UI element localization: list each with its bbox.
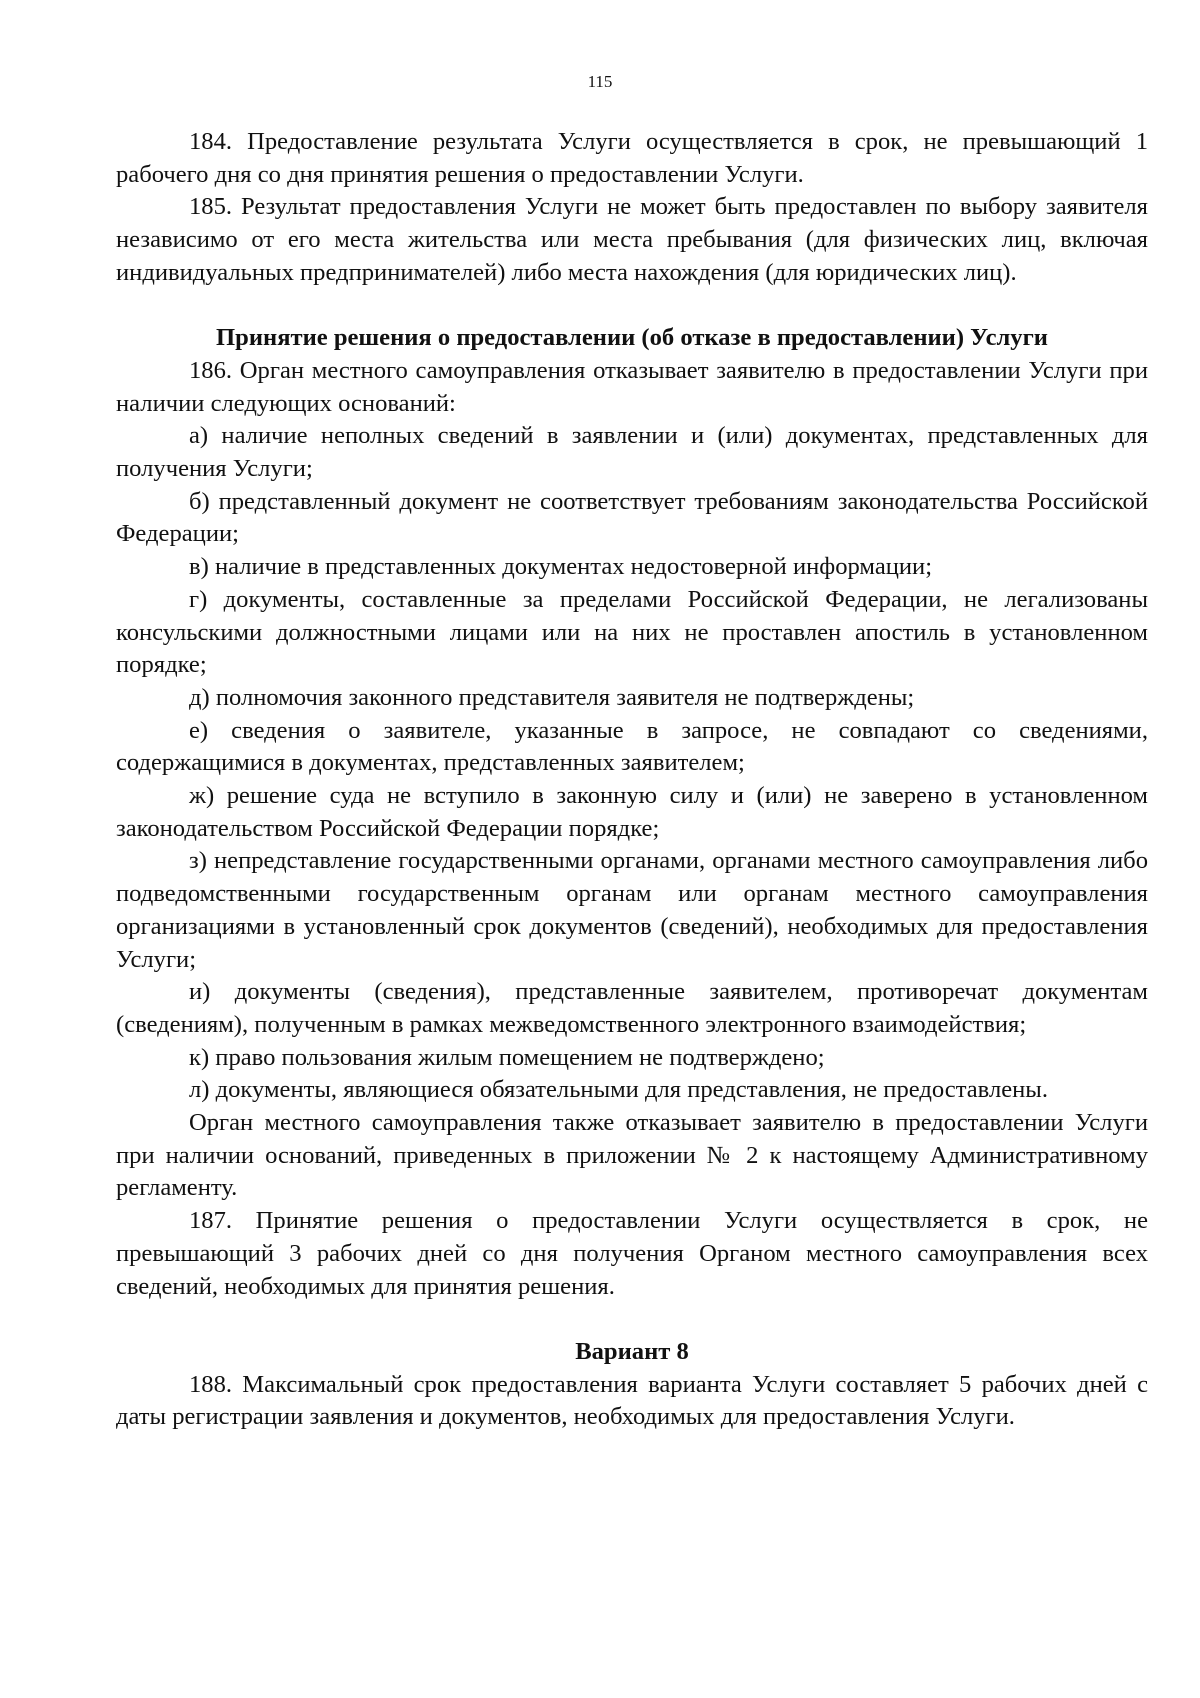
list-item-v: в) наличие в представленных документах недостоверной информации; bbox=[189, 553, 933, 581]
document-body bbox=[116, 126, 1148, 1434]
list-item-g: г) документы, составленные за пределами Российской Федерации, не легализованы консульскими должностными лицами или на них не проставлен апостиль в установленном порядке; bbox=[116, 585, 1148, 679]
list-item-zh: ж) решение суда не вступило в законную силу и (или) не заверено в установленном законодательством Российской Федерации порядке; bbox=[116, 782, 1148, 842]
section-spacer bbox=[116, 1303, 1148, 1336]
list-item-d: д) полномочия законного представителя заявителя не подтверждены; bbox=[189, 683, 915, 711]
list-item-k: к) право пользования жилым помещением не подтверждено; bbox=[189, 1043, 825, 1071]
paragraph-185: 185. Результат предоставления Услуги не может быть предоставлен по выбору заявителя независимо от его места жительства или места пребывания (для физических лиц, включая индивидуальных предпринимателей) либо места нахождения (для юридических лиц). bbox=[116, 193, 1148, 286]
list-item-z: з) непредставление государственными органами, органами местного самоуправления либо подведомственными государственным органам или органам местного самоуправления организациями в установленный срок документов (сведений), необходимых для предоставления Услуги; bbox=[116, 847, 1148, 973]
list-item-b: б) представленный документ не соответствует требованиям законодательства Российской Федерации; bbox=[116, 487, 1148, 548]
section-heading-variant: Вариант 8 bbox=[575, 1337, 689, 1365]
paragraph-186-extra: Орган местного самоуправления также отказывает заявителю в предоставлении Услуги при наличии оснований, приведенных в приложении № 2 к настоящему Административному регламенту. bbox=[116, 1109, 1148, 1202]
section-heading-decision: Принятие решения о предоставлении (об отказе в предоставлении) Услуги bbox=[216, 324, 1048, 352]
paragraph-184: 184. Предоставление результата Услуги осуществляется в срок, не превышающий 1 рабочего дня со дня принятия решения о предоставлении Услуги. bbox=[116, 128, 1148, 188]
paragraph-187: 187. Принятие решения о предоставлении Услуги осуществляется в срок, не превышающий 3 рабочих дней со дня получения Органом местного самоуправления всех сведений, необходимых для принятия решения. bbox=[116, 1207, 1148, 1300]
paragraph-186: 186. Орган местного самоуправления отказывает заявителю в предоставлении Услуги при наличии следующих оснований: bbox=[116, 356, 1148, 417]
section-spacer bbox=[116, 290, 1148, 323]
page-number: 115 bbox=[587, 72, 613, 91]
list-item-a: а) наличие неполных сведений в заявлении и (или) документах, представленных для получения Услуги; bbox=[116, 422, 1148, 483]
list-item-e: е) сведения о заявителе, указанные в запросе, не совпадают со сведениями, содержащимися в документах, представленных заявителем; bbox=[116, 716, 1148, 777]
list-item-l: л) документы, являющиеся обязательными для представления, не предоставлены. bbox=[189, 1076, 1048, 1104]
paragraph-188: 188. Максимальный срок предоставления варианта Услуги составляет 5 рабочих дней с даты регистрации заявления и документов, необходимых для предоставления Услуги. bbox=[116, 1370, 1148, 1431]
list-item-i: и) документы (сведения), представленные заявителем, противоречат документам (сведениям), полученным в рамках межведомственного электронного взаимодействия; bbox=[116, 978, 1148, 1038]
